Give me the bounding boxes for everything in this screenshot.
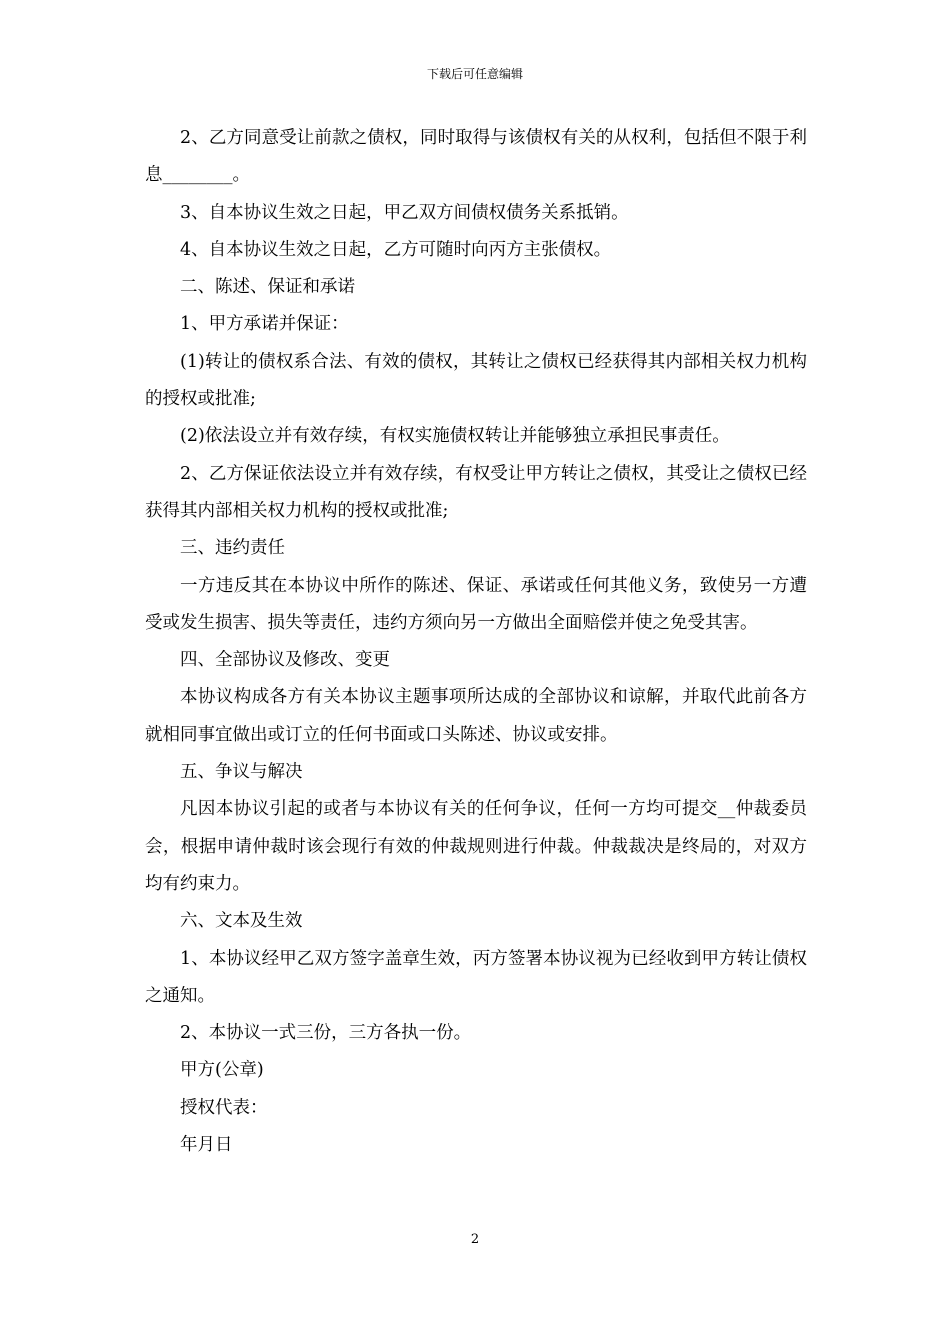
signature-authorized-rep: 授权代表： [180,1097,268,1118]
document-body [145,120,807,1164]
signature-date: 年月日 [180,1135,233,1156]
effect-clause-2: 2、本协议一式三份，三方各执一份。 [180,1023,472,1044]
signature-party-a-seal: 甲方(公章) [180,1060,264,1081]
disputes-clause: 凡因本协议引起的或者与本协议有关的任何争议，任何一方均可提交__仲裁委员会，根据申请仲裁时该会现行有效的仲裁规则进行仲裁。仲裁裁决是终局的，对双方均有约束力。 [145,799,807,894]
party-a-commitment-heading: 1、甲方承诺并保证： [180,314,349,335]
section-heading-entire-agreement: 四、全部协议及修改、变更 [180,650,390,671]
party-a-commitment-2: (2)依法设立并有效存续，有权实施债权转让并能够独立承担民事责任。 [180,426,730,447]
clause-4-claim: 4、自本协议生效之日起，乙方可随时向丙方主张债权。 [180,239,612,260]
breach-clause: 一方违反其在本协议中所作的陈述、保证、承诺或任何其他义务，致使另一方遭受或发生损害、损失等责任，违约方须向另一方做出全面赔偿并使之免受其害。 [145,575,807,633]
page-number: 2 [470,1232,480,1247]
clause-3-offset: 3、自本协议生效之日起，甲乙双方间债权债务关系抵销。 [180,202,629,223]
party-a-commitment-1: (1)转让的债权系合法、有效的债权，其转让之债权已经获得其内部相关权力机构的授权或批准; [145,351,807,410]
page-header: 下载后可任意编辑 [426,67,523,81]
party-b-guarantee: 2、乙方保证依法设立并有效存续，有权受让甲方转让之债权，其受让之债权已经获得其内部相关权力机构的授权或批准; [145,463,807,521]
section-heading-text-effect: 六、文本及生效 [180,911,303,932]
clause-2-assignee-accepts: 2、乙方同意受让前款之债权，同时取得与该债权有关的从权利，包括但不限于利息________。 [145,128,807,186]
entire-agreement-clause: 本协议构成各方有关本协议主题事项所达成的全部协议和谅解，并取代此前各方就相同事宜做出或订立的任何书面或口头陈述、协议或安排。 [145,687,807,745]
effect-clause-1: 1、本协议经甲乙双方签字盖章生效，丙方签署本协议视为已经收到甲方转让债权之通知。 [145,948,807,1006]
section-heading-breach: 三、违约责任 [180,538,285,559]
section-heading-representations: 二、陈述、保证和承诺 [180,277,355,298]
section-heading-disputes: 五、争议与解决 [180,762,303,783]
